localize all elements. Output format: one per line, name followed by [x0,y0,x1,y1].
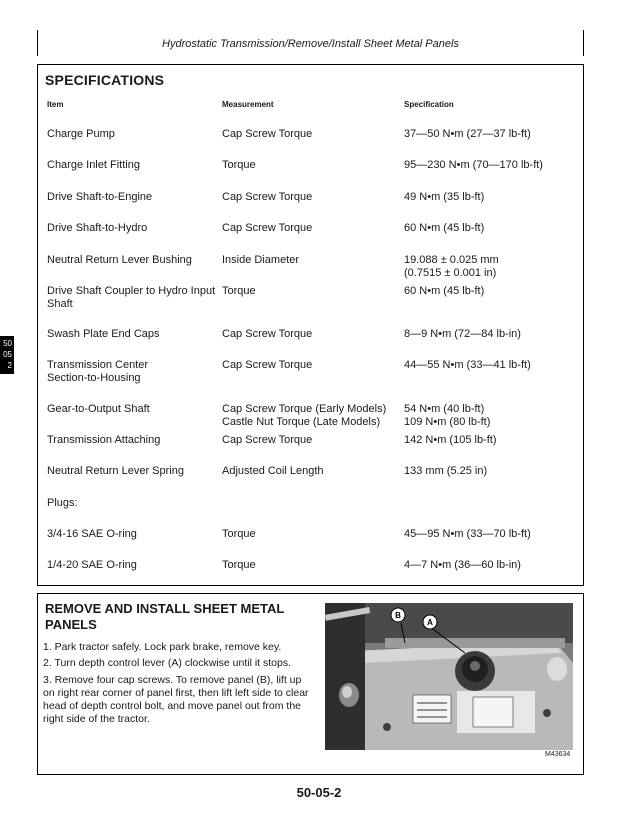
spec-value: 44—55 N•m (33—41 lb-ft) [404,359,531,371]
section-tab [0,336,14,374]
specifications-box [37,64,584,586]
spec-item: Charge Inlet Fitting [47,159,140,171]
spec-measurement: Adjusted Coil Length [222,465,324,477]
procedure-step: 2. Turn depth control lever (A) clockwise until it stops. [43,657,292,669]
spec-value: 109 N•m (80 lb-ft) [404,416,491,428]
spec-measurement: Torque [222,528,256,540]
spec-item: Neutral Return Lever Spring [47,465,184,477]
panel-photo [325,603,573,750]
spec-item: Swash Plate End Caps [47,328,160,340]
spec-item: Section-to-Housing [47,372,141,384]
spec-measurement: Torque [222,559,256,571]
spec-item: Gear-to-Output Shaft [47,403,150,415]
spec-value: 19.088 ± 0.025 mm [404,254,499,266]
procedure-title: REMOVE AND INSTALL SHEET METAL PANELS [45,601,285,632]
spec-value: (0.7515 ± 0.001 in) [404,267,497,279]
callout-b-label: B [395,611,401,620]
spec-measurement: Castle Nut Torque (Late Models) [222,416,381,428]
spec-value: 60 N•m (45 lb-ft) [404,222,485,234]
column-header-measurement: Measurement [222,100,274,109]
spec-measurement: Cap Screw Torque [222,128,313,140]
spec-value: 8—9 N•m (72—84 lb-in) [404,328,521,340]
callout-a-label: A [427,618,433,627]
spec-item: Neutral Return Lever Bushing [47,254,192,266]
spec-value: 4—7 N•m (36—60 lb-in) [404,559,521,571]
procedure-step: 1. Park tractor safely. Lock park brake, remove key. [43,641,282,653]
spec-item: Transmission Center [47,359,149,371]
spec-item: Drive Shaft-to-Engine [47,191,153,203]
spec-item: Plugs: [47,497,78,509]
specifications-title: SPECIFICATIONS [45,72,165,88]
spec-value: 45—95 N•m (33—70 lb-ft) [404,528,531,540]
spec-value: 142 N•m (105 lb-ft) [404,434,497,446]
spec-measurement: Cap Screw Torque (Early Models) [222,403,387,415]
column-header-item: Item [47,100,64,109]
running-head: Hydrostatic Transmission/Remove/Install Sheet Metal Panels [162,38,459,50]
spec-value: 37—50 N•m (27—37 lb-ft) [404,128,531,140]
figure-id: M43634 [545,751,571,758]
section-tab-line: 2 [7,361,12,370]
panel-photo-illustration [325,603,573,750]
spec-measurement: Cap Screw Torque [222,434,313,446]
spec-value: 54 N•m (40 lb-ft) [404,403,485,415]
spec-value: 60 N•m (45 lb-ft) [404,285,485,297]
spec-item: Shaft [47,298,73,310]
column-header-specification: Specification [404,100,454,109]
spec-measurement: Cap Screw Torque [222,359,313,371]
spec-item: 1/4-20 SAE O-ring [47,559,137,571]
procedure-step: 3. Remove four cap screws. To remove panel (B), lift up on right rear corner of panel first, then lift left side to clear head of depth control bolt, and move panel out from the right side of the tractor. [43,674,309,725]
spec-value: 49 N•m (35 lb-ft) [404,191,485,203]
spec-value: 133 mm (5.25 in) [404,465,488,477]
spec-item: Drive Shaft-to-Hydro [47,222,148,234]
spec-measurement: Inside Diameter [222,254,300,266]
spec-item: Transmission Attaching [47,434,161,446]
section-tab-line: 05 [3,350,12,359]
page-number: 50-05-2 [296,785,342,800]
spec-value: 95—230 N•m (70—170 lb-ft) [404,159,543,171]
spec-item: Charge Pump [47,128,115,140]
spec-item: 3/4-16 SAE O-ring [47,528,137,540]
spec-measurement: Cap Screw Torque [222,191,313,203]
spec-measurement: Cap Screw Torque [222,222,313,234]
section-tab-line: 50 [3,339,12,348]
spec-measurement: Cap Screw Torque [222,328,313,340]
spec-item: Drive Shaft Coupler to Hydro Input [47,285,216,297]
spec-measurement: Torque [222,285,256,297]
procedure-box [37,593,584,775]
spec-measurement: Torque [222,159,256,171]
